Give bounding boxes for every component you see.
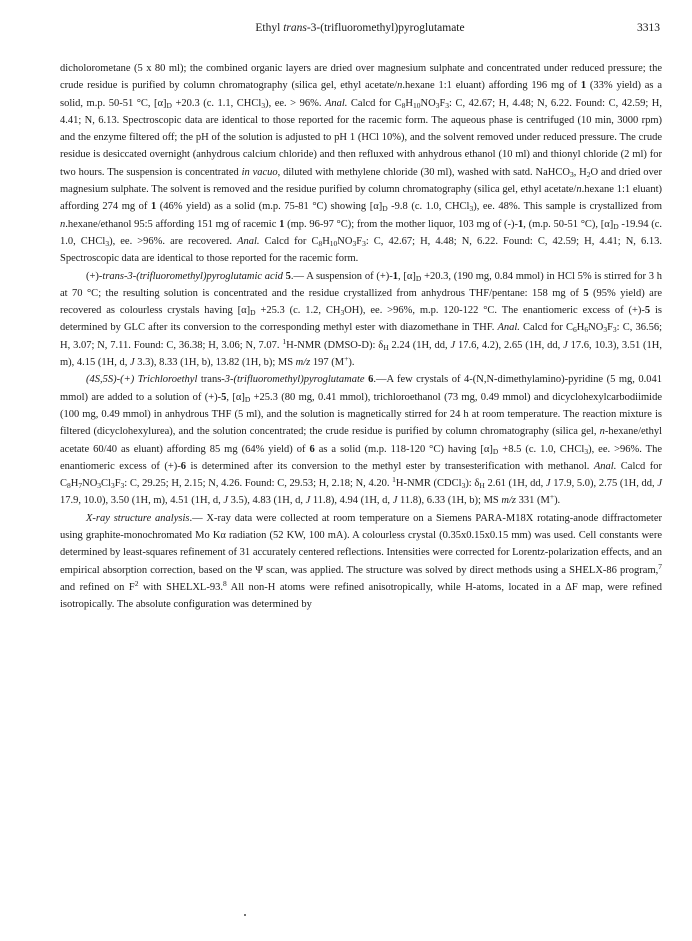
text-run: Calcd for C — [347, 97, 402, 109]
text-run: 3.3), 8.33 (1H, b), 13.82 (1H, b); MS — [134, 357, 296, 369]
text-run: -19.94 (c. 1.0, CHCl — [60, 218, 663, 247]
text-run: H-NMR (DMSO-D): δ — [286, 339, 384, 351]
text-run: is determined by GLC after its conversion to the corresponding methyl ester with diazomethane in THF. — [60, 305, 662, 334]
text-run: n — [60, 218, 66, 230]
text-run: ). — [554, 495, 561, 507]
running-title-italic: trans — [283, 22, 307, 34]
page-number: 3313 — [637, 22, 660, 34]
text-run: Anal. — [593, 460, 617, 472]
text-run: 3 — [584, 446, 589, 456]
text-run: +8.5 (c. 1.0, CHCl — [498, 443, 585, 455]
text-run: as a solid (m.p. 118-120 °C) having [α] — [314, 443, 493, 455]
text-run: 3 — [603, 325, 608, 335]
text-run: , [α] — [226, 391, 245, 403]
text-run: NO — [420, 97, 436, 109]
text-run: O and dried over magnesium sulphate. The solvent is removed and the residue purified by column chromatography (silica gel, ethyl acetate/ — [60, 166, 662, 196]
text-run: (mp. 96-97 °C); from the mother liquor, 103 mg of (-)- — [284, 218, 519, 230]
text-run: 11.8), 6.33 (1H, b); MS — [397, 495, 502, 507]
text-run: ), ee. >96%. The enantiomeric excess of (+)- — [60, 443, 662, 472]
text-run: 17.9, 5.0), 2.75 (1H, dd, — [550, 478, 658, 490]
text-run: 2.24 (1H, dd, — [388, 339, 451, 351]
page-header — [60, 22, 660, 38]
text-run: 3 — [612, 325, 617, 335]
text-run: : C, 29.25; H, 2.15; N, 4.26. Found: C, 29.53; H, 2.18; N, 4.20. — [124, 478, 393, 490]
text-run: 2 — [134, 578, 139, 588]
text-run: 6 — [584, 325, 589, 335]
running-title — [60, 22, 660, 34]
text-run: Anal. — [497, 322, 520, 334]
text-run: F — [356, 235, 363, 247]
text-run: H — [479, 481, 485, 491]
text-run: , (m.p. 50-51 °C), [α] — [523, 218, 614, 230]
text-run: 1 — [392, 270, 398, 282]
text-run: 1 — [150, 201, 157, 213]
text-run: Anal. — [237, 235, 260, 247]
text-run: 5 — [583, 287, 589, 299]
text-run: H-NMR (CDCl — [395, 478, 462, 490]
text-run: m/z — [501, 495, 516, 507]
running-title-suffix: -3-(trifluoromethyl)pyroglutamate — [306, 22, 465, 34]
text-run: trans — [102, 270, 125, 282]
text-run: n — [576, 184, 582, 196]
text-run: D — [166, 100, 172, 110]
text-run: -hexane/ethyl acetate 60/40 as eluant) affording 85 mg (64% yield) of — [60, 426, 662, 455]
text-run: H — [383, 342, 389, 352]
text-run: (46% yield) as a solid (m.p. 75-81 °C) showing [α] — [156, 201, 383, 213]
text-run: 7 — [78, 481, 83, 491]
paragraph-p4 — [60, 510, 662, 614]
text-run: 10 — [329, 238, 338, 248]
text-run: ). — [348, 357, 355, 369]
text-run: ), ee. > 96%. — [265, 97, 325, 109]
text-run: F — [607, 322, 613, 334]
text-run: 3 — [362, 238, 366, 248]
text-run: : C, 42.67; H, 4.48; N, 6.22. Found: C, 42.59; H, 4.41; N, 6.13. Spectroscopic data are identical to those reported for the racemic form. The aqueous phase is centrifuged (10 min, 3000 rpm) and the enzyme filtered off; the pH of the solution is adjusted to pH 1 (HCl 10%), and the solvent removed under reduced pressure. The crude residue is desiccated overnight (anhydrous calcium chloride) and then refluxed with anhydrous ethanol (10 ml) and thionyl chloride (2 ml) for two hours. The suspension is concentrated — [60, 97, 662, 178]
text-run: + — [549, 492, 555, 502]
text-run: J — [223, 495, 228, 507]
text-run: 17.9, 10.0), 3.50 (1H, m), 4.51 (1H, d, — [60, 495, 224, 507]
text-run: Calcd for C — [519, 322, 574, 334]
text-run: : C, 36.56; H, 3.07; N, 7.11. Found: C, 36.38; H, 3.06; N, 7.07. — [60, 322, 662, 351]
text-run: X-ray structure analysis — [86, 512, 190, 524]
text-run: 17.6, 10.3), 3.51 (1H, m), 4.15 (1H, d, — [60, 339, 663, 369]
text-run: 8 — [67, 481, 71, 491]
text-run: J — [657, 478, 662, 490]
text-run: (33% yield) as a solid, m.p. 50-51 °C, [α] — [60, 80, 662, 109]
text-run: Cl — [101, 478, 111, 490]
text-run: 5 — [285, 270, 291, 282]
text-run: 5 — [221, 391, 227, 403]
text-run: H — [405, 97, 414, 109]
text-run: D — [492, 446, 499, 456]
text-run: 3 — [569, 169, 574, 179]
text-run: 17.6, 4.2), 2.65 (1H, dd, — [455, 339, 564, 351]
text-run: 1 — [392, 475, 396, 485]
text-run: D — [250, 308, 256, 318]
text-run: D — [244, 394, 251, 404]
text-run: H — [322, 235, 330, 247]
text-run: 1 — [279, 218, 285, 230]
text-run: .— X-ray data were collected at room temperature on a Siemens PARA-M18X rotating-anode diffractometer using graphite-monochromated Mo Kα radiation (52 KW, 100 mA). A colourless crystal (0.35x0.15x0.15 mm) was used. Cell constants were determined by least-squares refinement of 31 accurately centered reflections. Intensities were corrected for Lorentz-polarization effects, and an empirical absorption correction, based on the Ψ scan, was applied. The structure was solved by direct methods using a SHELX-86 program, — [60, 512, 662, 576]
text-run: 7 — [658, 561, 662, 571]
text-run: F — [439, 97, 446, 109]
text-run: 197 (M — [310, 357, 345, 369]
text-run: -9.8 (c. 1.0, CHCl — [387, 201, 470, 213]
text-run: NO — [82, 478, 98, 490]
text-run: 3 — [435, 100, 440, 110]
text-run: 8 — [401, 100, 406, 110]
text-run: 6 — [573, 325, 577, 335]
text-run: -3-(trifluoromethyl)pyroglutamic acid — [124, 270, 283, 282]
text-run: .— A suspension of (+)- — [290, 270, 393, 282]
text-run: dicholorometane (5 x 80 ml); the combined organic layers are dried over magnesium sulphate and concentrated under reduced pressure; the crude residue is purified by column chromatography (silica gel, ethyl acetate/ — [60, 63, 662, 92]
text-run: in vacuo — [241, 166, 278, 178]
text-run: n — [397, 80, 403, 92]
text-run: +25.3 (c. 1.2, CH — [255, 305, 341, 317]
text-run: D — [382, 204, 388, 214]
text-run: 5 — [644, 305, 651, 317]
text-run: H — [70, 478, 79, 490]
text-run: J — [392, 495, 398, 507]
text-run: H — [576, 322, 585, 334]
text-run: 3 — [110, 481, 115, 491]
text-run: J — [450, 339, 456, 351]
paragraph-p1 — [60, 60, 662, 268]
running-title-prefix: Ethyl — [255, 22, 284, 34]
text-run: J — [563, 339, 568, 351]
text-run: J — [305, 495, 311, 507]
text-run: F — [114, 478, 121, 490]
text-run: D — [415, 273, 422, 283]
text-run: with SHELXL-93. — [138, 581, 223, 593]
text-run: (4S,5S)-(+) Trichloroethyl — [86, 374, 198, 386]
text-run: NO — [337, 235, 353, 247]
text-run: Calcd for C — [60, 460, 662, 490]
text-run: , H — [573, 166, 587, 178]
text-run: +20.3, (190 mg, 0.84 mmol) in HCl 5% is stirred for 3 h at 70 °C; the resulting solution is concentrated and the residue crystallized from anhydrous THF/pentane: 158 mg of — [60, 270, 663, 299]
text-run: 3 — [261, 100, 266, 110]
text-run: (+)- — [86, 270, 103, 282]
text-run: m/z — [295, 357, 311, 369]
text-run: : C, 42.67; H, 4.48; N, 6.22. Found: C, 42.59; H, 4.41; N, 6.13. Spectroscopic data are identical to those reported for the racemic form. — [60, 235, 662, 265]
text-run: 6 — [368, 374, 374, 386]
text-run: is determined after its conversion to the methyl ester by transesterification with methanol. — [185, 460, 594, 472]
text-run: + — [344, 354, 349, 364]
text-run: 2.61 (1H, dd, — [484, 478, 546, 490]
text-run: 3.5), 4.83 (1H, d, — [228, 495, 306, 507]
text-run: ): δ — [465, 478, 480, 490]
text-run: OH), ee. >96%, m.p. 120-122 °C. The enantiomeric excess of (+)- — [344, 305, 645, 317]
page-speck — [244, 914, 246, 916]
text-run: 331 (M — [515, 495, 550, 507]
text-run: 8 — [318, 238, 323, 248]
text-run: 3 — [97, 481, 102, 491]
text-run: , [α] — [398, 270, 416, 282]
paragraph-p3 — [60, 371, 662, 509]
text-run: .hexane/ethanol 95:5 affording 151 mg of racemic — [65, 218, 280, 230]
text-run: NO — [588, 322, 604, 334]
text-run: trans — [197, 374, 222, 386]
body-text — [60, 60, 662, 614]
text-run: Anal. — [324, 97, 348, 109]
text-run: ), ee. >96%. are recovered. — [109, 235, 238, 247]
text-run: J — [130, 357, 135, 369]
text-run: n — [599, 426, 605, 438]
text-run: 6 — [309, 443, 315, 455]
text-run: 1 — [518, 218, 524, 230]
text-run: (95% yield) are recovered as colourless crystals having [α] — [60, 287, 662, 317]
text-run: .hexane 1:1 eluant) affording 274 mg of — [60, 184, 662, 213]
text-run: 3 — [352, 238, 357, 248]
text-run: All non-H atoms were refined anisotropically, while H-atoms, located in a ΔF map, were refined isotropically. The absolute configuration was determined by — [60, 581, 662, 611]
text-run: .—A few crystals of 4-(N,N-dimethylamino)-pyridine (5 mg, 0.041 mmol) are added to a solution of (+)- — [60, 374, 662, 403]
text-run: 6 — [180, 460, 186, 472]
text-run: D — [613, 221, 619, 231]
text-run: 1 — [580, 80, 587, 92]
text-run: +25.3 (80 mg, 0.41 mmol), trichloroethanol (73 mg, 0.49 mmol) and dicyclohexylcarbodiimide (100 mg, 0.49 mmol) in anhydrous THF (5 ml), and the solution is magnetically stirred for 24 h at room temperature. The reaction mixture is filtered (dicyclohexylurea), and the solution concentrated; the crude residue is purified by column chromatography (silica gel, — [60, 391, 662, 438]
text-run: 2 — [586, 169, 591, 179]
text-run: , diluted with methylene chloride (30 ml), washed with satd. NaHCO — [277, 166, 570, 178]
text-run: and refined on F — [60, 581, 135, 593]
text-run: 10 — [413, 100, 421, 110]
text-run: 3 — [340, 308, 345, 318]
text-run: +20.3 (c. 1.1, CHCl — [171, 97, 262, 109]
text-run: 3 — [445, 100, 450, 110]
text-run: Calcd for C — [259, 235, 319, 247]
text-run: 3 — [120, 481, 125, 491]
text-run: ), ee. 48%. This sample is crystallized from — [473, 201, 662, 213]
text-run: 8 — [222, 578, 227, 588]
text-run: J — [545, 478, 551, 490]
text-run: 3 — [469, 204, 474, 214]
text-run: 1 — [282, 336, 287, 346]
text-run: -3-(trifluoromethyl)pyroglutamate — [221, 374, 365, 386]
text-run: 3 — [105, 238, 110, 248]
paragraph-p2 — [60, 268, 662, 372]
text-run: 11.8), 4.94 (1H, d, — [310, 495, 393, 507]
text-run: 3 — [461, 481, 466, 491]
text-run: .hexane 1:1 eluant) affording 196 mg of — [402, 80, 581, 92]
